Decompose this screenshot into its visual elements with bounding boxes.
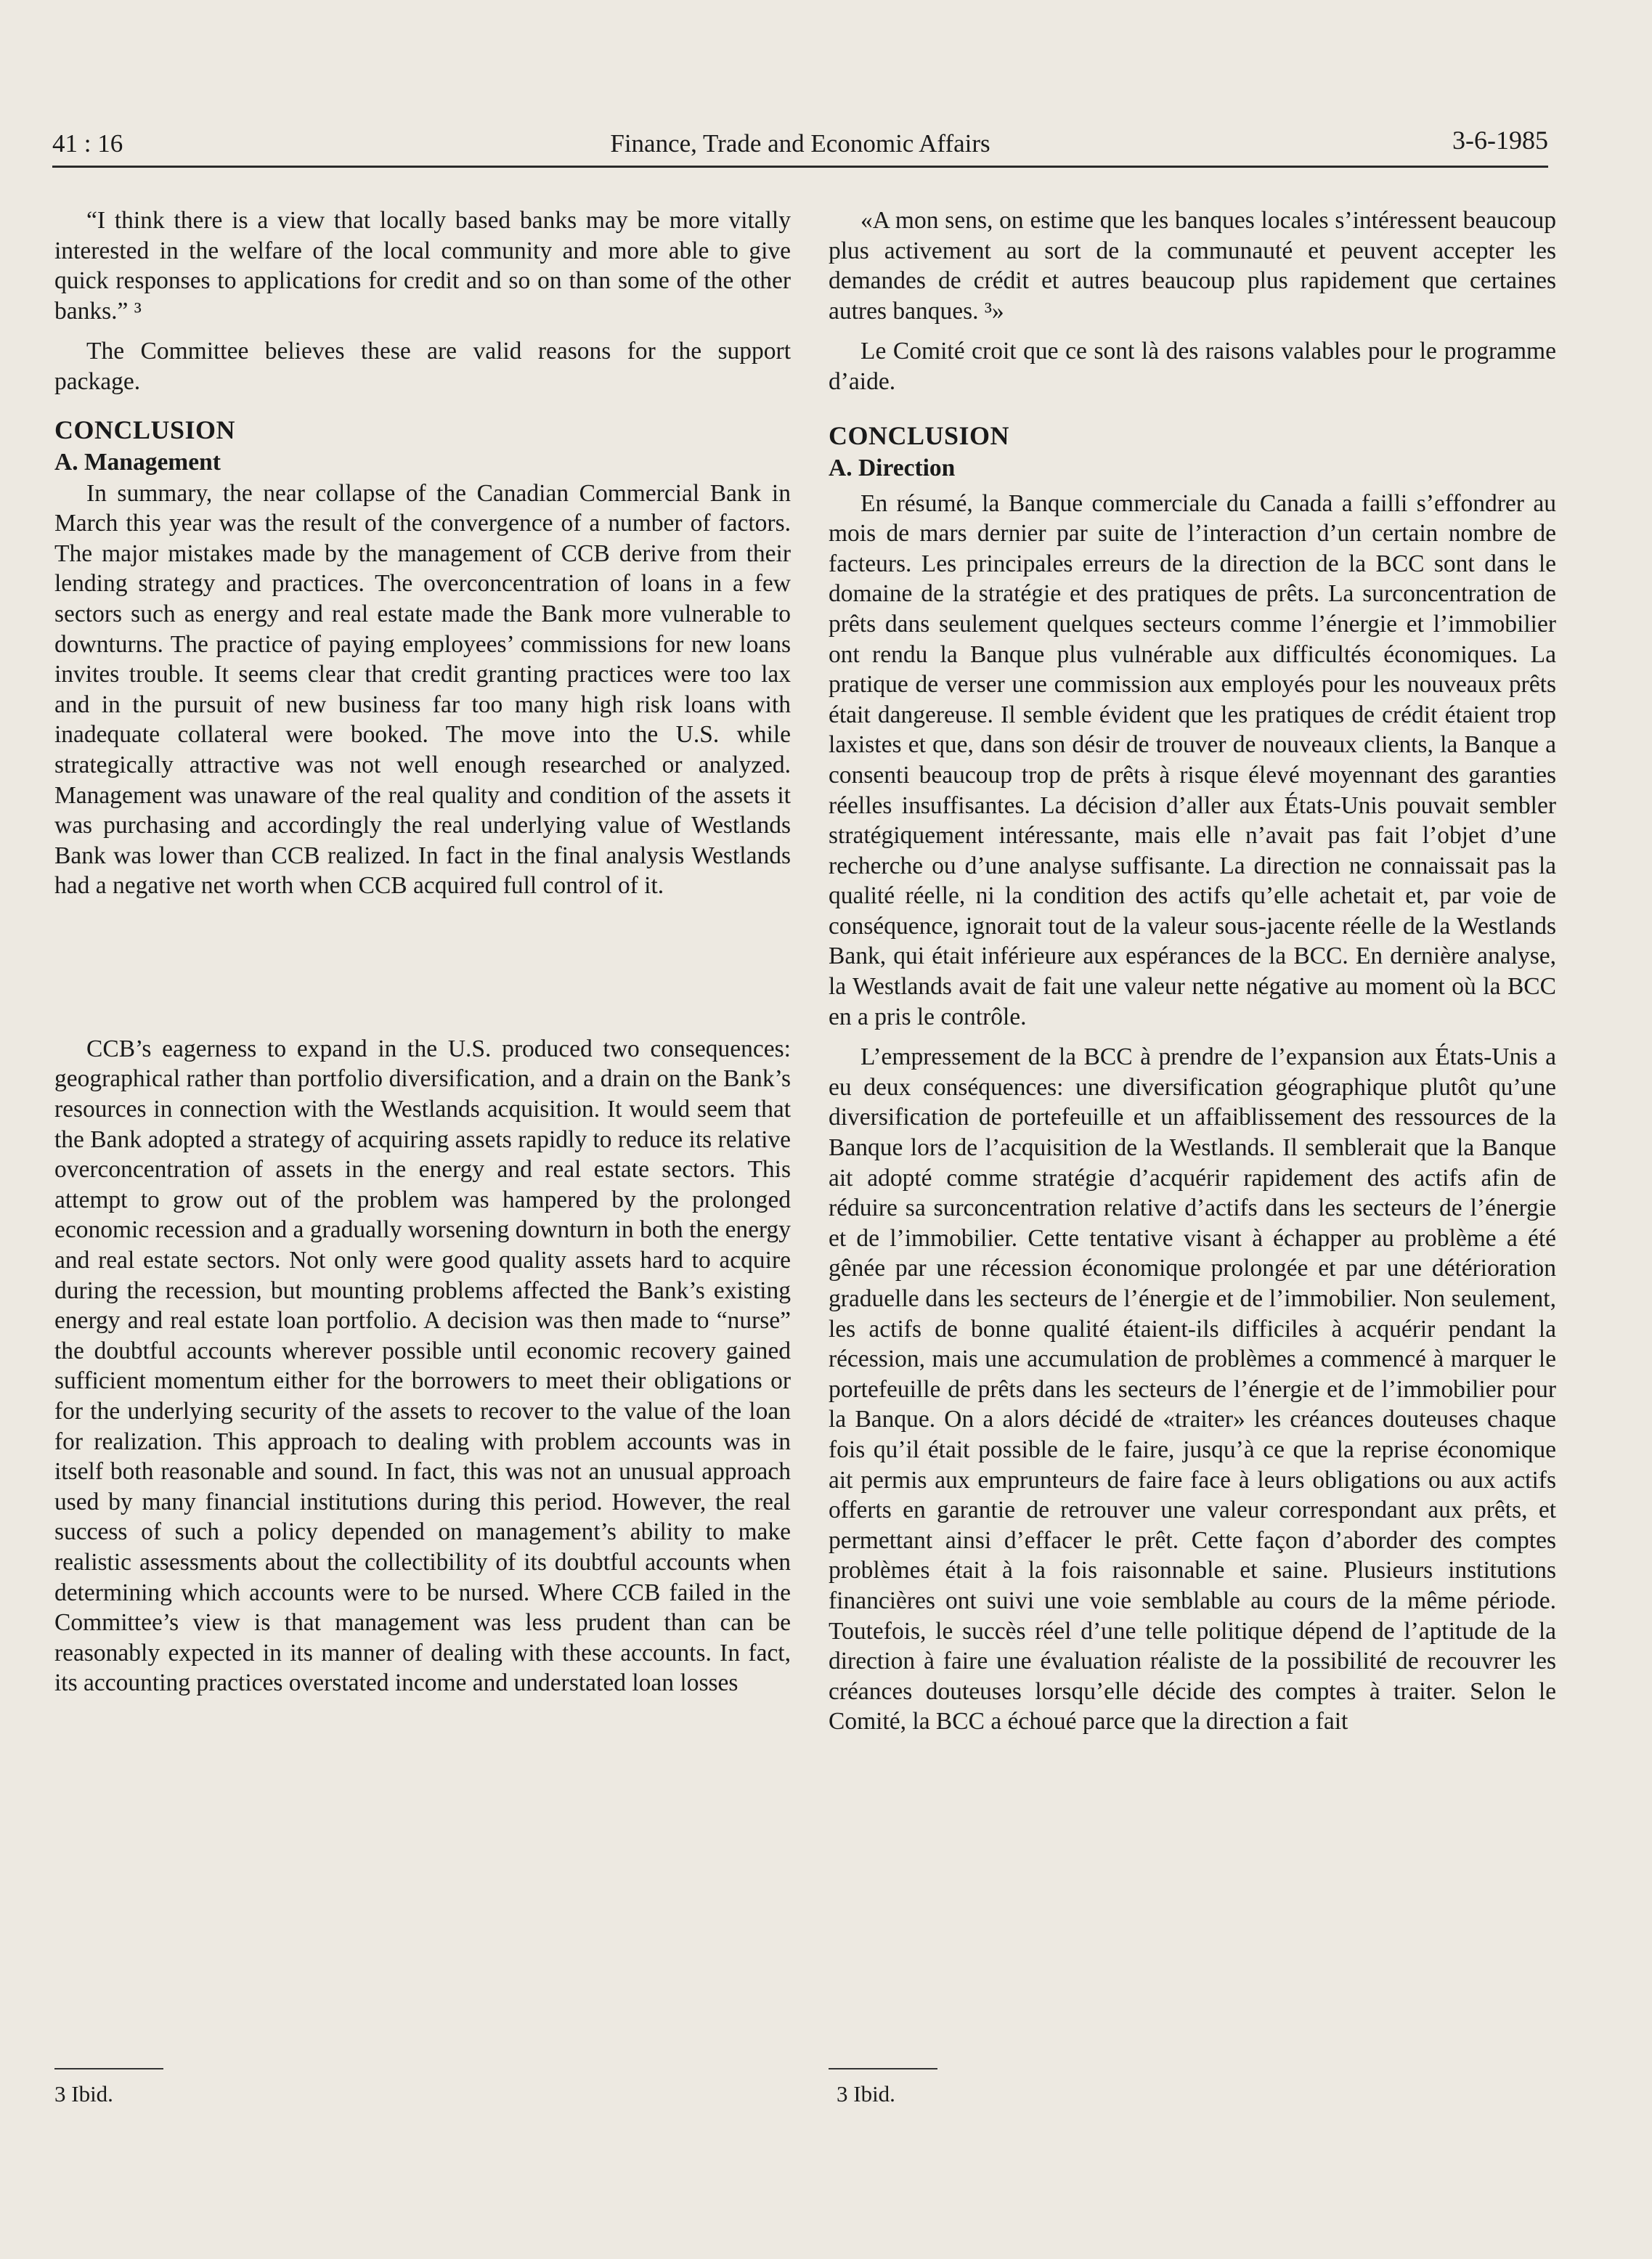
page-header xyxy=(52,125,1548,168)
french-footnote-rule xyxy=(829,2068,937,2069)
french-column xyxy=(829,205,1556,1737)
french-support-text: Le Comité croit que ce sont là des raisons valables pour le programme d’aide. xyxy=(829,338,1556,395)
english-management-subheading: A. Management xyxy=(54,448,221,476)
english-expansion-paragraph: CCB’s eagerness to expand in the U.S. produced two consequences: geographical rather than portfolio diversification, and a drain on the Bank’s resources in connection with the Westlands acquisition. It would seem that the Bank adopted a strategy of acquiring assets rapidly to reduce its relative overconcentration of assets in the energy and real estate sectors. This attempt to grow out of the problem was hampered by the prolonged economic recession and a gradually worsening downturn in both the energy and real estate sectors. Not only were good quality assets hard to acquire during the recession, but mounting problems affected the Bank’s existing energy and real estate loan portfolio. A decision was then made to “nurse” the doubtful accounts wherever possible until economic recovery gained sufficient momentum either for the borrowers to meet their obligations or for the underlying security of the assets to recover to the value of the loan for realization. This approach to dealing with problem accounts was in itself both reasonable and sound. In fact, this was not an unusual approach used by many financial institutions during this period. However, the real success of such a policy depended on management’s ability to make realistic assessments about the collectibility of its doubtful accounts when determining which accounts were to be nursed. Where CCB failed in the Committee’s view is that management was less prudent than can be reasonably expected in its manner of dealing with these accounts. In fact, its accounting practices overstated income and understated loan losses xyxy=(54,1035,791,1697)
french-quote: «A mon sens, on estime que les banques locales s’intéressent beaucoup plus activement au sort de la communauté et peuvent accepter les demandes de crédit et autres beaucoup plus rapidement que certaines autres banques. ³» xyxy=(829,207,1556,325)
english-support-text: The Committee believes these are valid reasons for the support package. xyxy=(54,338,791,395)
french-direction-subheading: A. Direction xyxy=(829,454,956,481)
english-column xyxy=(54,205,791,1698)
english-footnote-rule xyxy=(54,2068,163,2069)
english-footnote: 3 Ibid. xyxy=(54,2081,113,2107)
french-expansion-paragraph: L’empressement de la BCC à prendre de l’expansion aux États-Unis a eu deux conséquences: une diversification géographique plutôt qu’une diversification de portefeuille et un affaiblissement des ressources de la Banque lors de l’acquisition de la Westlands. Il semblerait que la Banque ait adopté comme stratégie d’acquérir rapidement des actifs afin de réduire sa surconcentration relative d’actifs dans les secteurs de l’énergie et de l’immobilier. Cette tentative visant à échapper au problème a été gênée par une récession économique prolongée et par une détérioration graduelle dans les secteurs de l’énergie et de l’immobilier. Non seulement, les actifs de bonne qualité étaient-ils difficiles à acquérir pendant la récession, mais une accumulation de problèmes a commencé à marquer le portefeuille de prêts dans les secteurs de l’énergie et de l’immobilier pour la Banque. On a alors décidé de «traiter» les créances douteuses chaque fois qu’il était possible de le faire, jusqu’à ce que la reprise économique ait permis aux emprunteurs de faire face à leurs obligations ou aux actifs offerts en garantie de retrouver une valeur correspondant aux prêts, et permettant ainsi d’effacer le prêt. Cette façon d’aborder des comptes problèmes était à la fois raisonnable et saine. Plusieurs institutions financières ont suivi une voie semblable au cours de la même période. Toutefois, le succès réel d’une telle politique dépend de l’aptitude de la direction à faire une évaluation réaliste de la possibilité de recouvrer les créances douteuses lorsqu’elle décide des comptes à traiter. Selon le Comité, la BCC a échoué parce que la direction a fait xyxy=(829,1043,1556,1735)
page-number: 41 : 16 xyxy=(52,129,123,158)
french-summary-paragraph: En résumé, la Banque commerciale du Canada a failli s’effondrer au mois de mars dernier par suite de l’interaction d’un certain nombre de facteurs. Les principales erreurs de la direction de la BCC sont dans le domaine de la stratégie et des pratiques de prêts. La surconcentration de prêts dans seulement quelques secteurs comme l’énergie et l’immobilier ont rendu la Banque plus vulnérable aux difficultés économiques. La pratique de verser une commission aux employés pour les nouveaux prêts était dangereuse. Il semble évident que les pratiques de crédit étaient trop laxistes et que, dans son désir de trouver de nouveaux clients, la Banque a consenti beaucoup trop de prêts à risque élevé moyennant des garanties réelles insuffisantes. La décision d’aller aux États-Unis pouvait sembler stratégiquement intéressante, mais elle n’avait pas fait l’objet d’une recherche ou d’une analyse suffisante. La direction ne connaissait pas la qualité réelle, ni la condition des actifs qu’elle achetait et, par voie de conséquence, ignorait tout de la valeur sous-jacente réelle de la Westlands Bank, qui était inférieure aux espérances de la BCC. En dernière analyse, la Westlands avait de fait une valeur nette négative au moment où la BCC en a pris le contrôle. xyxy=(829,489,1556,1030)
french-footnote: 3 Ibid. xyxy=(837,2081,895,2107)
english-summary-paragraph: In summary, the near collapse of the Canadian Commercial Bank in March this year was the result of the convergence of a number of factors. The major mistakes made by the management of CCB derive from their lending strategy and practices. The overconcentration of loans in a few sectors such as energy and real estate made the Bank more vulnerable to downturns. The practice of paying employees’ commissions for new loans invites trouble. It seems clear that credit granting practices were too lax and in the pursuit of new business far too many high risk loans with inadequate collateral were booked. The move into the U.S. while strategically attractive was not well enough researched or analyzed. Management was unaware of the real quality and condition of the assets it was purchasing and accordingly the real underlying value of Westlands Bank was lower than CCB realized. In fact in the final analysis Westlands had a negative net worth when CCB acquired full control of it. xyxy=(54,479,791,900)
english-conclusion-heading: CONCLUSION xyxy=(54,415,236,444)
header-date: 3-6-1985 xyxy=(1452,126,1548,155)
english-quote: “I think there is a view that locally based banks may be more vitally interested in the welfare of the local community and more able to give quick responses to applications for credit and so on than some of the other banks.” ³ xyxy=(54,207,791,325)
french-conclusion-heading: CONCLUSION xyxy=(829,420,1010,450)
running-title: Finance, Trade and Economic Affairs xyxy=(610,129,990,158)
